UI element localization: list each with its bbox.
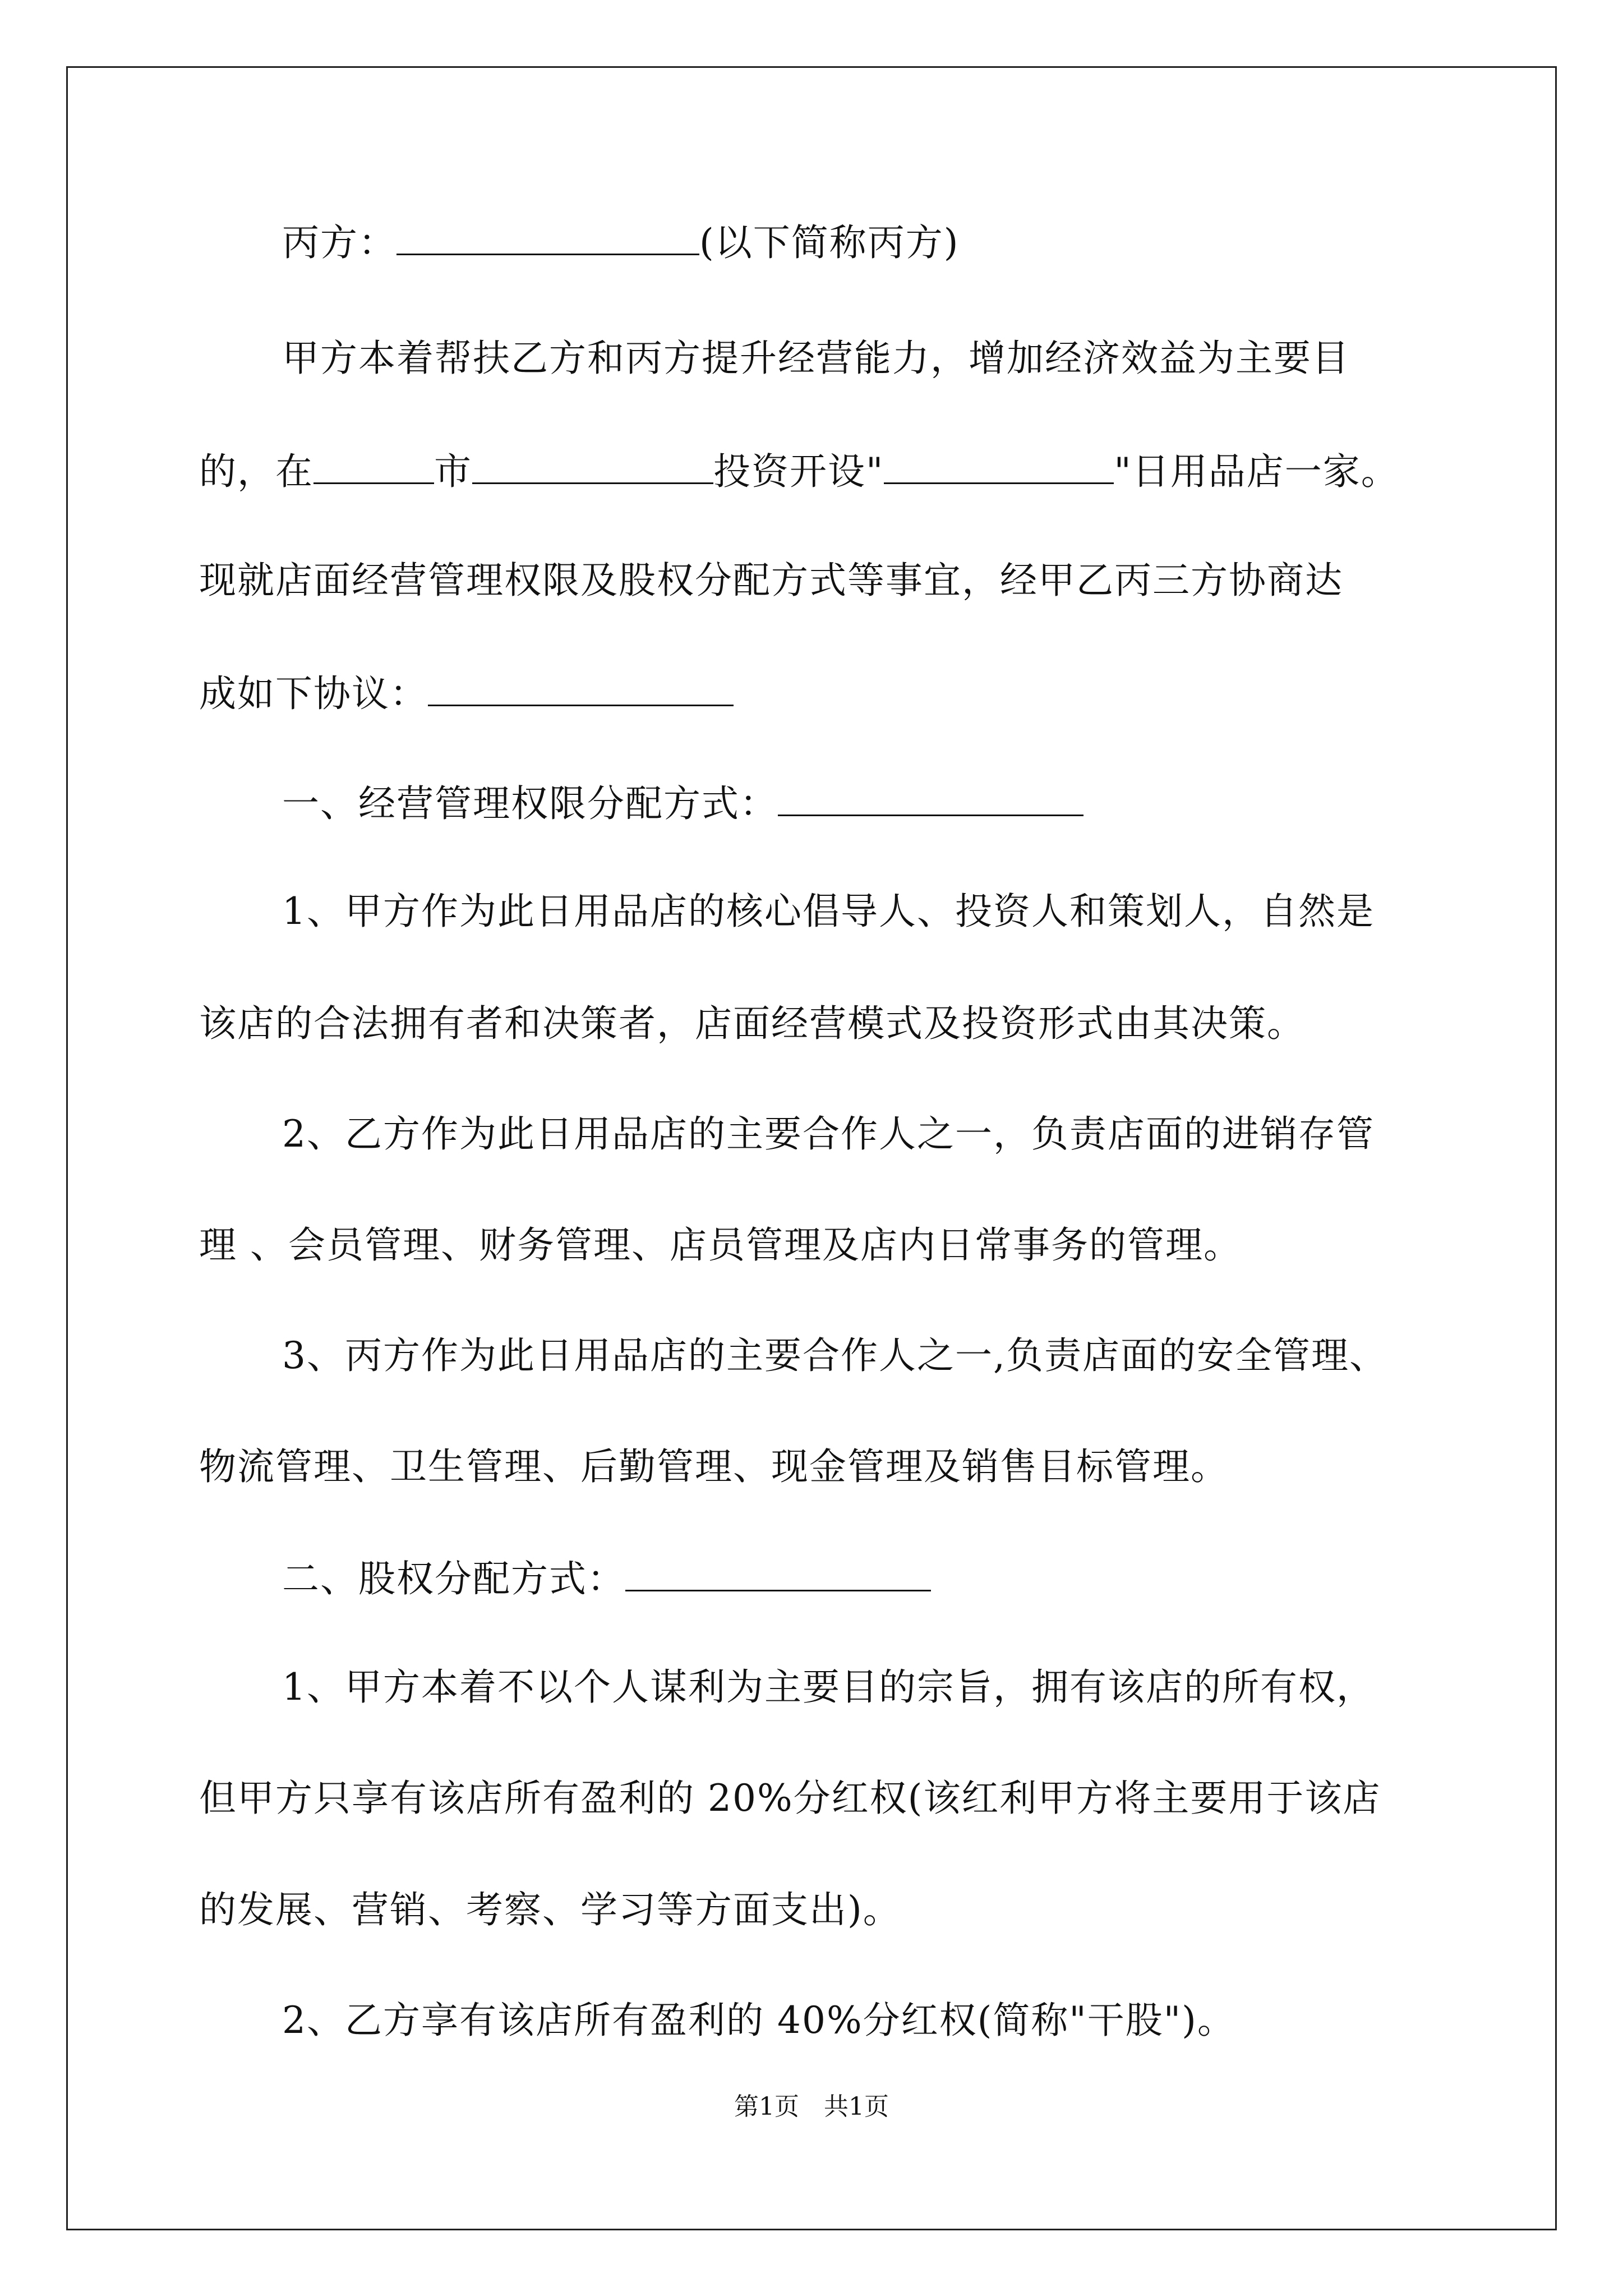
location-blank xyxy=(472,448,713,484)
section-2-item-1-line-1: 1、甲方本着不以个人谋利为主要目的宗旨，拥有该店的所有权， xyxy=(282,1665,1375,1709)
intro-text-city: 市 xyxy=(434,450,472,493)
section-1-heading xyxy=(282,780,1083,825)
section-2-title: 二、股权分配方式： xyxy=(282,1557,625,1600)
section-1-item-1-line-2: 该店的合法拥有者和决策者，店面经营模式及投资形式由其决策。 xyxy=(199,1002,1305,1045)
section-2-item-2-line-1: 2、乙方享有该店所有盈利的 40%分红权(简称"干股")。 xyxy=(282,1999,1235,2042)
intro-text-at: 的，在 xyxy=(199,450,313,493)
party-c-line xyxy=(282,219,960,264)
intro-line-3: 现就店面经营管理权限及股权分配方式等事宜，经甲乙丙三方协商达 xyxy=(199,559,1343,602)
party-c-suffix: (以下简称丙方) xyxy=(699,221,960,264)
section-1-item-2-line-2: 理 、会员管理、财务管理、店员管理及店内日常事务的管理。 xyxy=(199,1223,1242,1267)
intro-line-1: 甲方本着帮扶乙方和丙方提升经营能力，增加经济效益为主要目 xyxy=(282,337,1350,380)
section-2-item-1-line-3: 的发展、营销、考察、学习等方面支出)。 xyxy=(199,1888,901,1931)
section-1-item-1-line-1: 1、甲方作为此日用品店的核心倡导人、投资人和策划人，自然是 xyxy=(282,890,1375,933)
city-blank xyxy=(313,448,434,484)
section-1-blank xyxy=(778,780,1083,816)
intro-line-4 xyxy=(199,670,734,715)
section-2-blank xyxy=(625,1555,931,1591)
party-c-label: 丙方： xyxy=(282,221,396,264)
agreement-blank xyxy=(428,670,734,706)
intro-text-shop: "日用品店一家。 xyxy=(1114,450,1399,493)
section-1-title: 一、经营管理权限分配方式： xyxy=(282,782,778,825)
intro-text-invest: 投资开设" xyxy=(713,450,884,493)
section-1-item-3-line-1: 3、丙方作为此日用品店的主要合作人之一,负责店面的安全管理、 xyxy=(282,1334,1387,1377)
section-2-item-1-line-2: 但甲方只享有该店所有盈利的 20%分红权(该红利甲方将主要用于该店 xyxy=(199,1777,1381,1820)
section-1-item-2-line-1: 2、乙方作为此日用品店的主要合作人之一，负责店面的进销存管 xyxy=(282,1112,1375,1156)
section-1-item-3-line-2: 物流管理、卫生管理、后勤管理、现金管理及销售目标管理。 xyxy=(199,1445,1229,1488)
intro-line-2 xyxy=(199,448,1399,493)
page-footer: 第1页 共1页 xyxy=(734,2092,889,2121)
party-c-blank xyxy=(396,219,699,255)
section-2-heading xyxy=(282,1555,931,1600)
shop-name-blank xyxy=(884,448,1114,484)
agreement-label: 成如下协议： xyxy=(199,672,428,715)
